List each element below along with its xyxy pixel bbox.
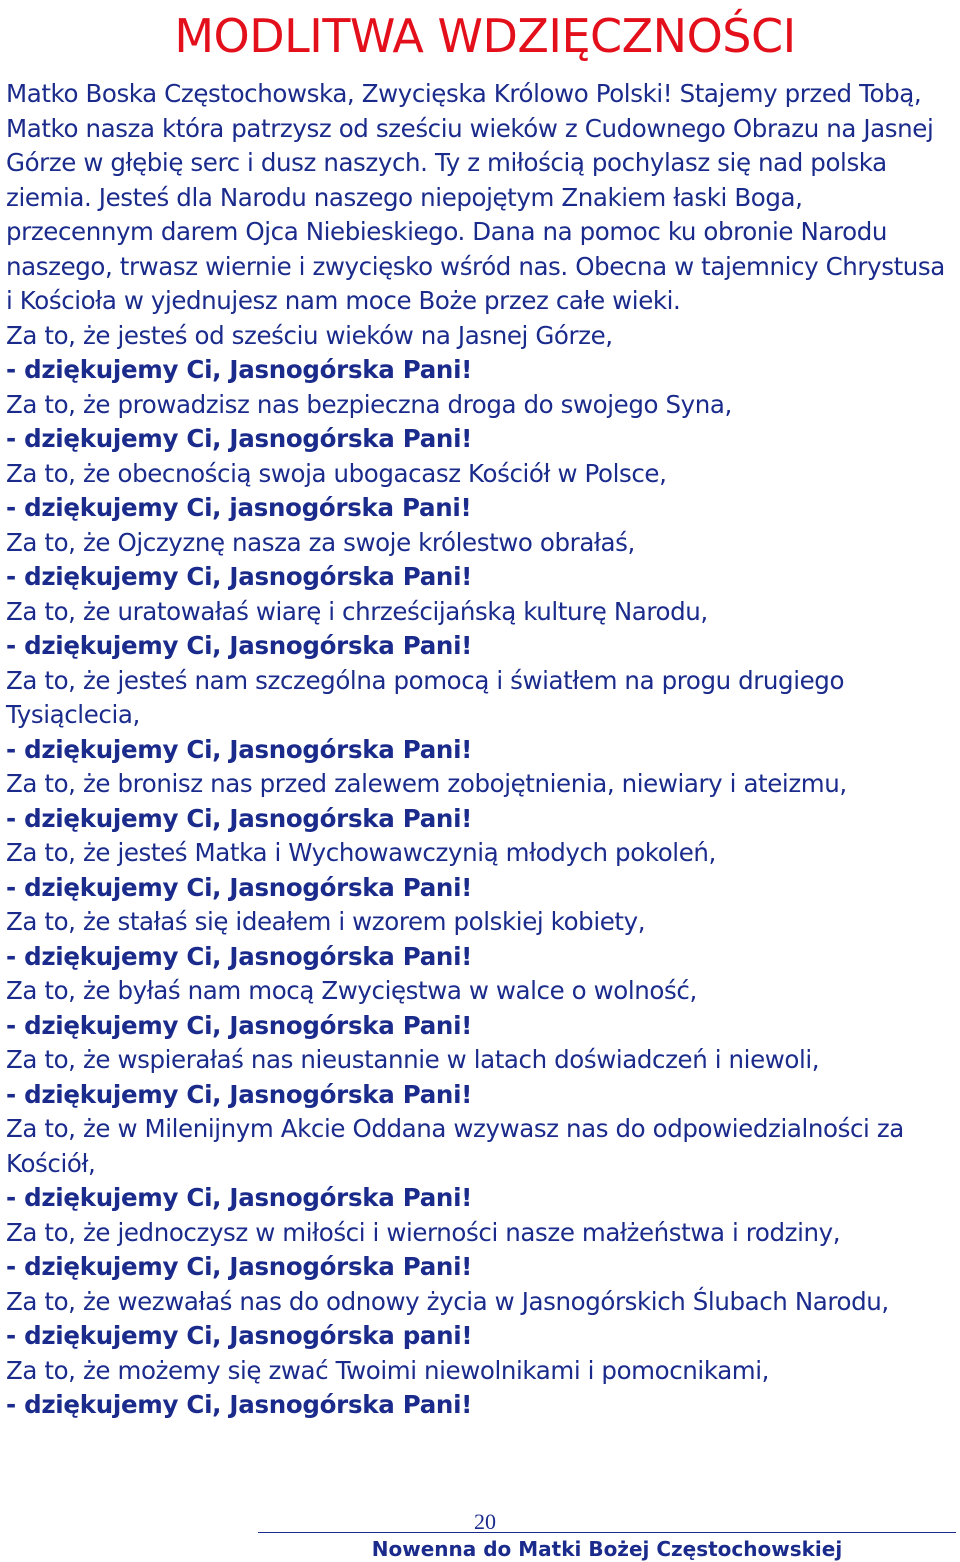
prayer-body	[6, 77, 956, 1423]
litany-invocation: Za to, że w Milenijnym Akcie Oddana wzywasz nas do odpowiedzialności za Kościół,	[6, 1114, 904, 1178]
footer-divider	[258, 1532, 956, 1533]
litany-invocation: Za to, że prowadzisz nas bezpieczna droga do swojego Syna,	[6, 389, 732, 419]
litany-invocation: Za to, że jesteś od sześciu wieków na Jasnej Górze,	[6, 320, 613, 350]
litany-response: - dziękujemy Ci, Jasnogórska Pani!	[6, 631, 473, 660]
litany-invocation: Za to, że jesteś nam szczególna pomocą i światłem na progu drugiego Tysiąclecia,	[6, 665, 845, 729]
litany-invocation: Za to, że jednoczysz w miłości i wierności nasze małżeństwa i rodziny,	[6, 1217, 841, 1247]
litany-invocation: Za to, że bronisz nas przed zalewem zobojętnienia, niewiary i ateizmu,	[6, 769, 847, 798]
litany-invocation: Za to, że Ojczyznę nasza za swoje królestwo obrałaś,	[6, 527, 635, 557]
litany-response: - dziękujemy Ci, Jasnogórska pani!	[6, 1321, 473, 1350]
litany-invocation: Za to, że uratowałaś wiarę i chrześcijańską kulturę Narodu,	[6, 596, 708, 626]
litany-invocation: Za to, że wezwałaś nas do odnowy życia w Jasnogórskich Ślubach Narodu,	[6, 1286, 889, 1316]
litany-response: - dziękujemy Ci, jasnogórska Pani!	[6, 493, 472, 522]
litany-response: - dziękujemy Ci, Jasnogórska Pani!	[6, 1183, 473, 1212]
litany-invocation: Za to, że wspierałaś nas nieustannie w latach doświadczeń i niewoli,	[6, 1045, 820, 1074]
litany-invocation: Za to, że obecnością swoja ubogacasz Kościół w Polsce,	[6, 458, 667, 488]
litany-response: - dziękujemy Ci, Jasnogórska Pani!	[6, 355, 473, 384]
litany-response: - dziękujemy Ci, Jasnogórska Pani!	[6, 424, 473, 453]
litany-response: - dziękujemy Ci, Jasnogórska Pani!	[6, 1010, 473, 1040]
litany-invocation: Za to, że byłaś nam mocą Zwycięstwa w walce o wolność,	[6, 976, 697, 1005]
litany-response: - dziękujemy Ci, Jasnogórska Pani!	[6, 562, 473, 591]
page-number: 20	[474, 1509, 496, 1534]
intro-paragraph: Matko Boska Częstochowska, Zwycięska Królowo Polski! Stajemy przed Tobą, Matko nasza która patrzysz od sześciu wieków z Cudownego Obrazu na Jasnej Górze w głębię serc i dusz naszych. Ty z miłością pochylasz się nad polska ziemia. Jesteś dla Narodu naszego niepojętym Znakiem łaski Boga, przecennym darem Ojca Niebieskiego. Dana na pomoc ku obronie Narodu naszego, trwasz wiernie i zwycięsko wśród nas. Obecna w tajemnicy Chrystusa i Kościoła w yjednujesz nam moce Boże przez całe wieki.	[6, 79, 945, 315]
litany-invocation: Za to, że możemy się zwać Twoimi niewolnikami i pomocnikami,	[6, 1355, 770, 1385]
footer-book-title: Nowenna do Matki Bożej Częstochowskiej	[371, 1537, 843, 1561]
litany-invocation: Za to, że stałaś się ideałem i wzorem polskiej kobiety,	[6, 907, 646, 936]
litany-response: - dziękujemy Ci, Jasnogórska Pani!	[6, 941, 473, 971]
litany-response: - dziękujemy Ci, Jasnogórska Pani!	[6, 1252, 473, 1281]
litany-response: - dziękujemy Ci, Jasnogórska Pani!	[6, 872, 473, 902]
litany-response: - dziękujemy Ci, Jasnogórska Pani!	[6, 1390, 473, 1419]
litany-response: - dziękujemy Ci, Jasnogórska Pani!	[6, 1079, 473, 1109]
litany-response: - dziękujemy Ci, Jasnogórska Pani!	[6, 734, 473, 764]
page-title: MODLITWA WDZIĘCZNOŚCI	[174, 9, 796, 63]
litany-response: - dziękujemy Ci, Jasnogórska Pani!	[6, 803, 473, 833]
litany-invocation: Za to, że jesteś Matka i Wychowawczynią młodych pokoleń,	[6, 838, 716, 867]
litany	[6, 319, 956, 1423]
